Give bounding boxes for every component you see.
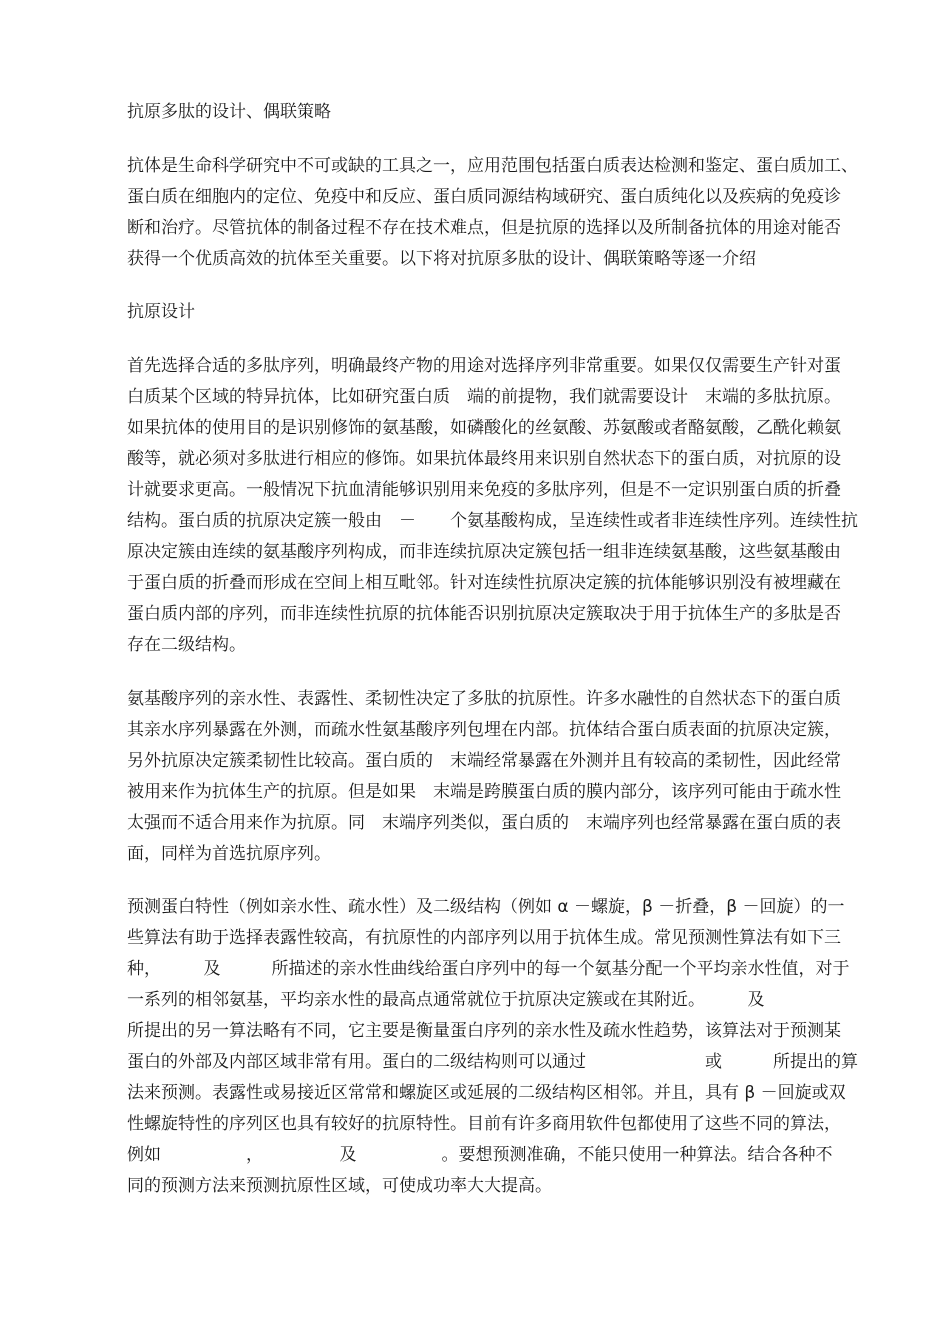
section-heading: 抗原设计 bbox=[127, 302, 195, 322]
para3-line-5: 所提出的另一算法略有不同，它主要是衡量蛋白序列的亲水性及疏水性趋势，该算法对于预测某 bbox=[127, 1021, 841, 1041]
para3-line-9: 例如 ， 及 。要想预测准确，不能只使用一种算法。结合各种不 bbox=[127, 1145, 833, 1165]
para1-line-5: 计就要求更高。一般情况下抗血清能够识别用来免疫的多肽序列，但是不一定识别蛋白质的折叠 bbox=[127, 480, 841, 500]
intro-line-2: 蛋白质在细胞内的定位、免疫中和反应、蛋白质同源结构域研究、蛋白质纯化以及疾病的免疫诊 bbox=[127, 187, 841, 207]
para2-line-5: 太强而不适合用来作为抗原。同 末端序列类似，蛋白质的 末端序列也经常暴露在蛋白质的表 bbox=[127, 813, 841, 833]
para1-line-6: 结构。蛋白质的抗原决定簇一般由 － 个氨基酸构成，呈连续性或者非连续性序列。连续性抗 bbox=[127, 511, 858, 531]
para1-line-8: 于蛋白质的折叠而形成在空间上相互毗邻。针对连续性抗原决定簇的抗体能够识别没有被埋藏在 bbox=[127, 573, 841, 593]
para2-line-1: 氨基酸序列的亲水性、表露性、柔韧性决定了多肽的抗原性。许多水融性的自然状态下的蛋白质 bbox=[127, 689, 841, 709]
para2-line-2: 其亲水序列暴露在外测，而疏水性氨基酸序列包埋在内部。抗体结合蛋白质表面的抗原决定簇， bbox=[127, 720, 841, 740]
para1-line-4: 酸等，就必须对多肽进行相应的修饰。如果抗体最终用来识别自然状态下的蛋白质，对抗原的设 bbox=[127, 449, 841, 469]
para3-line-10: 同的预测方法来预测抗原性区域，可使成功率大大提高。 bbox=[127, 1176, 552, 1196]
para2-line-4: 被用来作为抗体生产的抗原。但是如果 末端是跨膜蛋白质的膜内部分，该序列可能由于疏水性 bbox=[127, 782, 841, 802]
intro-line-3: 断和治疗。尽管抗体的制备过程不存在技术难点，但是抗原的选择以及所制备抗体的用途对能否 bbox=[127, 218, 841, 238]
para3-line-8: 性螺旋特性的序列区也具有较好的抗原特性。目前有许多商用软件包都使用了这些不同的算法， bbox=[127, 1114, 841, 1134]
para2-line-3: 另外抗原决定簇柔韧性比较高。蛋白质的 末端经常暴露在外测并且有较高的柔韧性，因此经常 bbox=[127, 751, 841, 771]
para1-line-3: 如果抗体的使用目的是识别修饰的氨基酸，如磷酸化的丝氨酸、苏氨酸或者酪氨酸，乙酰化赖氨 bbox=[127, 418, 841, 438]
para3-line-6: 蛋白的外部及内部区域非常有用。蛋白的二级结构则可以通过 或 所提出的算 bbox=[127, 1052, 858, 1072]
para3-line-4: 一系列的相邻氨基，平均亲水性的最高点通常就位于抗原决定簇或在其附近。 及 bbox=[127, 990, 765, 1010]
para1-line-9: 蛋白质内部的序列，而非连续性抗原的抗体能否识别抗原决定簇取决于用于抗体生产的多肽是否 bbox=[127, 604, 841, 624]
para3-line-1: 预测蛋白特性（例如亲水性、疏水性）及二级结构（例如 α －螺旋，β －折叠，β －回旋）的一 bbox=[127, 897, 845, 917]
para1-line-1: 首先选择合适的多肽序列，明确最终产物的用途对选择序列非常重要。如果仅仅需要生产针对蛋 bbox=[127, 356, 841, 376]
intro-line-1: 抗体是生命科学研究中不可或缺的工具之一，应用范围包括蛋白质表达检测和鉴定、蛋白质加工、 bbox=[127, 156, 858, 176]
document-title: 抗原多肽的设计、偶联策略 bbox=[127, 102, 331, 122]
para3-line-7: 法来预测。表露性或易接近区常常和螺旋区或延展的二级结构区相邻。并且，具有 β －回旋或双 bbox=[127, 1083, 846, 1103]
para1-line-2: 白质某个区域的特异抗体，比如研究蛋白质 端的前提物，我们就需要设计 末端的多肽抗原。 bbox=[127, 387, 841, 407]
para1-line-7: 原决定簇由连续的氨基酸序列构成，而非连续抗原决定簇包括一组非连续氨基酸，这些氨基酸由 bbox=[127, 542, 841, 562]
para2-line-6: 面，同样为首选抗原序列。 bbox=[127, 844, 331, 864]
intro-line-4: 获得一个优质高效的抗体至关重要。以下将对抗原多肽的设计、偶联策略等逐一介绍 bbox=[127, 249, 756, 269]
para3-line-3: 种， 及 所描述的亲水性曲线给蛋白序列中的每一个氨基分配一个平均亲水性值，对于 bbox=[127, 959, 850, 979]
para1-line-10: 存在二级结构。 bbox=[127, 635, 246, 655]
para3-line-2: 些算法有助于选择表露性较高，有抗原性的内部序列以用于抗体生成。常见预测性算法有如下三 bbox=[127, 928, 841, 948]
